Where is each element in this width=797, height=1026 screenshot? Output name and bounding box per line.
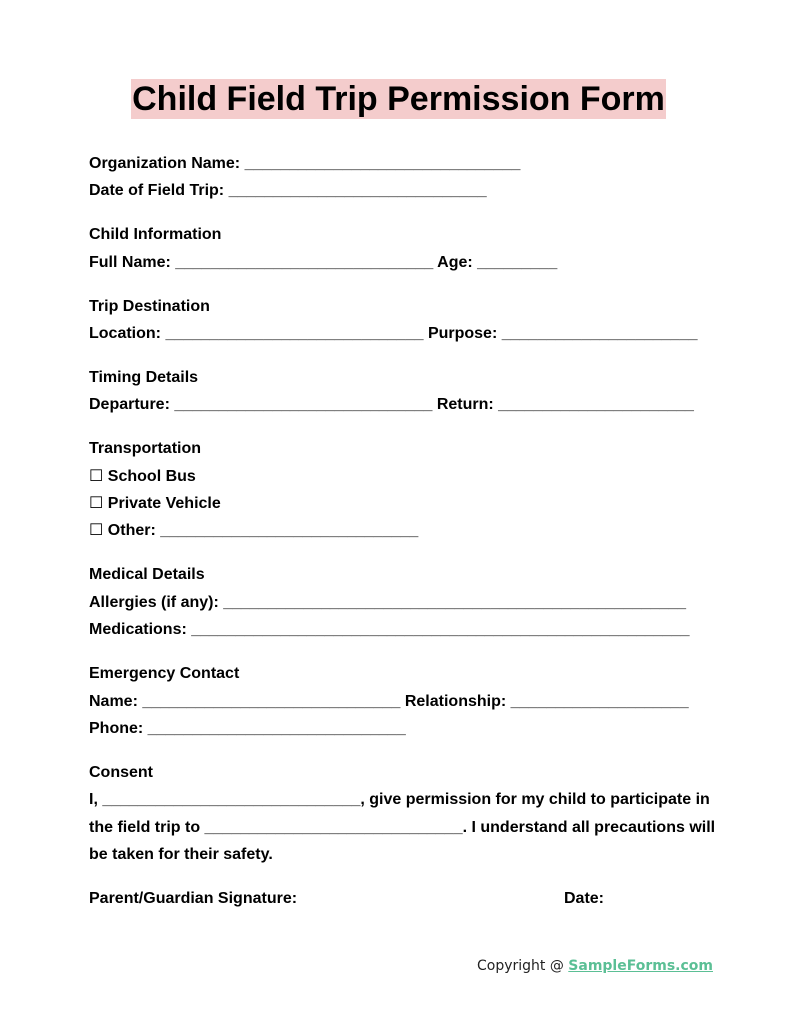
copyright-prefix: Copyright @ bbox=[476, 958, 569, 974]
checkbox-other[interactable] bbox=[89, 517, 729, 544]
form-title: Child Field Trip Permission Form bbox=[132, 80, 665, 118]
consent-paragraph[interactable]: I, _____________________________, give permission for my child to participate in the field trip to _____________________________. I understand all precautions will be taken for their safety. bbox=[89, 791, 716, 864]
organization-name-field[interactable]: Organization Name: _______________________________ bbox=[89, 155, 521, 172]
form-body bbox=[89, 150, 729, 912]
medical-details-heading: Medical Details bbox=[89, 566, 205, 584]
location-purpose-line[interactable]: Location: _____________________________ Purpose: ______________________ bbox=[89, 325, 698, 343]
title-wrap bbox=[0, 79, 797, 119]
transportation-heading: Transportation bbox=[89, 440, 202, 458]
sampleforms-link[interactable]: SampleForms.com bbox=[568, 958, 713, 974]
option-label: School Bus bbox=[107, 467, 196, 485]
checkbox-icon[interactable]: ☐ bbox=[89, 522, 104, 540]
child-name-age-line[interactable]: Full Name: _____________________________ Age: _________ bbox=[89, 253, 558, 271]
checkbox-icon[interactable]: ☐ bbox=[89, 467, 104, 485]
field-trip-date-field[interactable]: Date of Field Trip: _____________________________ bbox=[89, 182, 487, 200]
parent-signature-label: Parent/Guardian Signature: bbox=[89, 889, 298, 907]
child-info-heading: Child Information bbox=[89, 226, 222, 244]
checkbox-icon[interactable]: ☐ bbox=[89, 495, 104, 513]
emergency-phone-field[interactable]: Phone: _____________________________ bbox=[89, 719, 406, 737]
option-label: Private Vehicle bbox=[107, 495, 221, 513]
departure-return-line[interactable]: Departure: _____________________________ Return: ______________________ bbox=[89, 396, 694, 414]
checkbox-private-vehicle[interactable] bbox=[89, 490, 729, 517]
checkbox-school-bus[interactable] bbox=[89, 463, 729, 490]
copyright-footer bbox=[477, 958, 713, 974]
consent-heading: Consent bbox=[89, 763, 153, 781]
signature-row bbox=[89, 885, 729, 912]
option-label: Other: _____________________________ bbox=[107, 522, 419, 540]
timing-details-heading: Timing Details bbox=[89, 368, 199, 386]
medications-field[interactable]: Medications: ________________________________________________________ bbox=[89, 621, 690, 639]
trip-destination-heading: Trip Destination bbox=[89, 297, 210, 315]
allergies-field[interactable]: Allergies (if any): ____________________________________________________ bbox=[89, 593, 686, 611]
emergency-name-relationship-line[interactable]: Name: _____________________________ Relationship: ____________________ bbox=[89, 692, 689, 710]
emergency-contact-heading: Emergency Contact bbox=[89, 665, 240, 683]
signature-date-label: Date: bbox=[564, 889, 605, 907]
